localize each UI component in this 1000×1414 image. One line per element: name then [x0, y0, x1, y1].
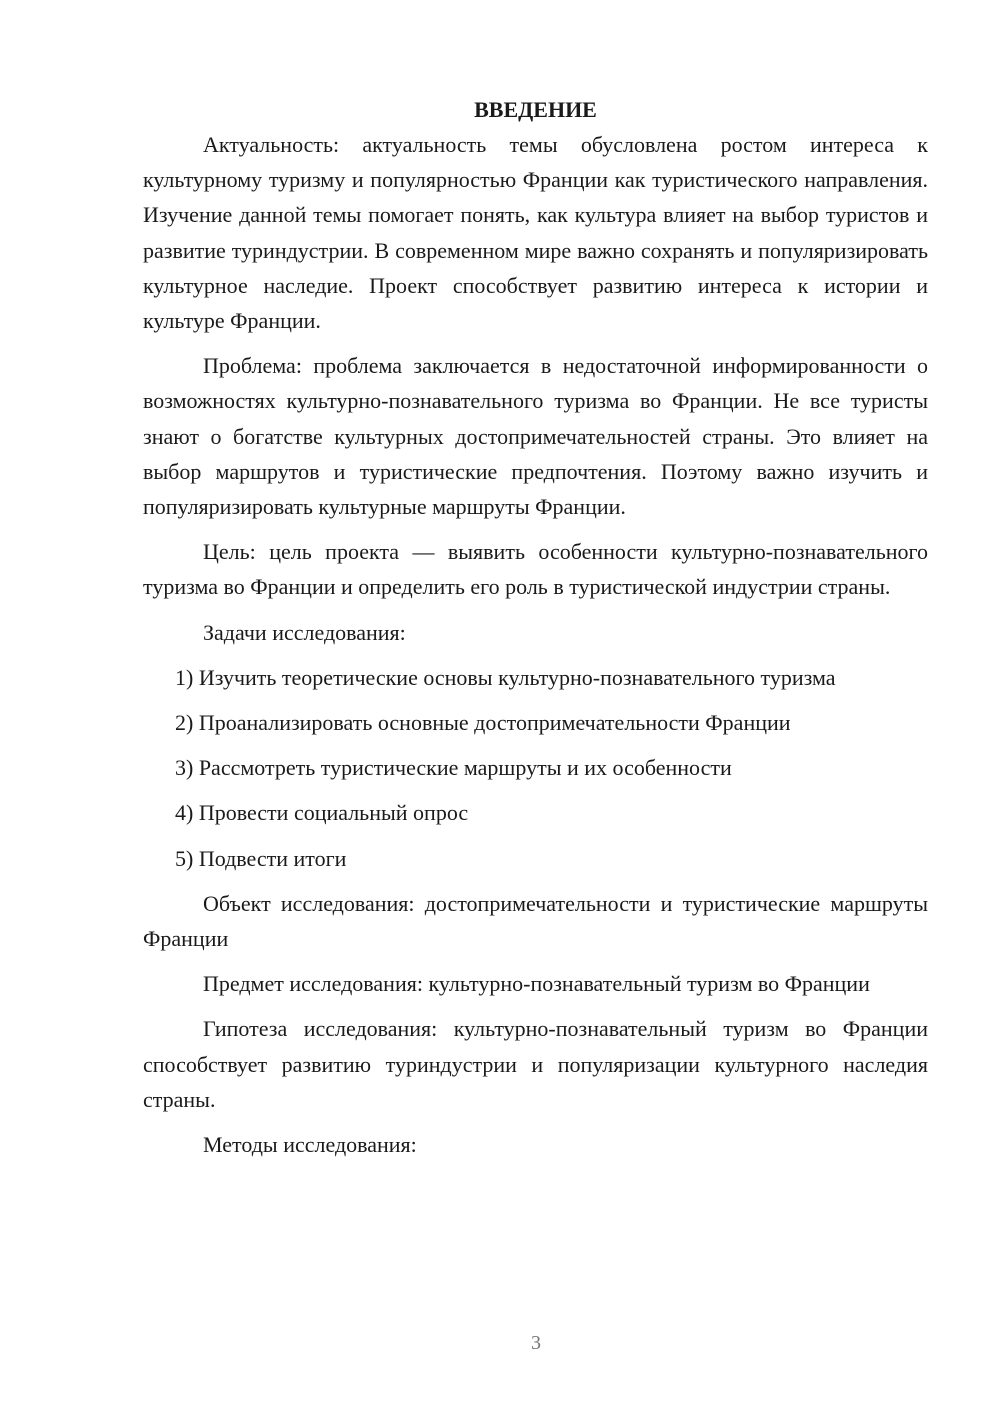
document-page: [143, 92, 928, 1172]
task-item: 4) Провести социальный опрос: [175, 800, 469, 826]
task-item: 2) Проанализировать основные достопримечательности Франции: [175, 710, 791, 736]
methods-heading: Методы исследования:: [203, 1132, 417, 1158]
relevance-paragraph: Актуальность: актуальность темы обусловлена ростом интереса к культурному туризму и популярностью Франции как туристического направления. Изучение данной темы помогает понять, как культура влияет на выбор туристов и развитие туриндустрии. В современном мире важно сохранять и популяризировать культурное наследие. Проект способствует развитию интереса к истории и культуре Франции.: [143, 132, 928, 334]
task-item: 1) Изучить теоретические основы культурно-познавательного туризма: [175, 664, 836, 690]
problem-paragraph: Проблема: проблема заключается в недостаточной информированности о возможностях культурно-познавательного туризма во Франции. Не все туристы знают о богатстве культурных достопримечательностей страны. Это влияет на выбор маршрутов и туристические предпочтения. Поэтому важно изучить и популяризировать культурные маршруты Франции.: [143, 353, 928, 520]
section-heading: ВВЕДЕНИЕ: [474, 97, 597, 122]
tasks-heading: Задачи исследования:: [203, 619, 406, 645]
task-item: 5) Подвести итоги: [175, 845, 347, 871]
task-item: 3) Рассмотреть туристические маршруты и их особенности: [175, 755, 732, 781]
goal-paragraph: Цель: цель проекта — выявить особенности культурно-познавательного туризма во Франции и определить его роль в туристической индустрии страны.: [143, 539, 928, 600]
subject-paragraph: Предмет исследования: культурно-познавательный туризм во Франции: [203, 971, 870, 997]
tasks-list: [143, 660, 928, 876]
object-paragraph: Объект исследования: достопримечательности и туристические маршруты Франции: [143, 890, 928, 952]
hypothesis-paragraph: Гипотеза исследования: культурно-познавательный туризм во Франции способствует развитию туриндустрии и популяризации культурного наследия страны.: [143, 1016, 928, 1112]
page-number: 3: [531, 1332, 541, 1354]
